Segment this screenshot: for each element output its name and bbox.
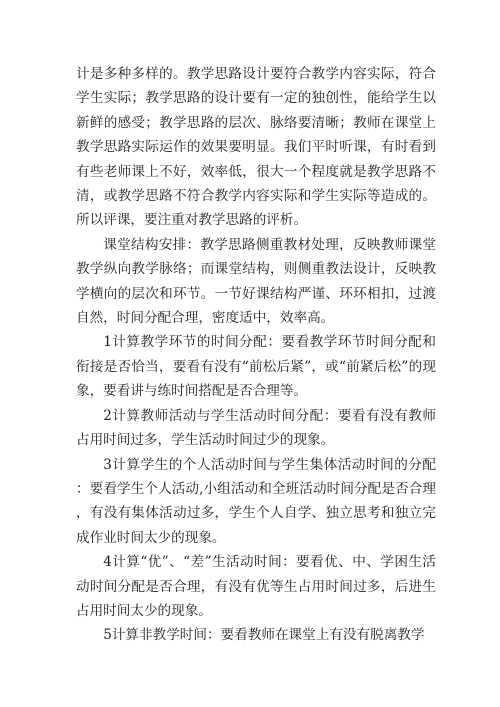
paragraph-item-2: 2计算教师活动与学生活动时间分配：要看有没有教师占用时间过多，学生活动时间过少的现象。 (76, 407, 436, 449)
paragraph-teaching-approach: 计是多种多样的。教学思路设计要符合教学内容实际，符合学生实际；教学思路的设计要有一定的独创性，能给学生以新鲜的感受；教学思路的层次、脉络要清晰；教师在课堂上教学思路实际运作的效果要明显。我们平时听课，有时看到有些老师课上不好，效率低，很大一个程度就是教学思路不清，或教学思路不符合教学内容实际和学生实际等造成的。所以评课，要注重对教学思路的评析。 (76, 66, 436, 229)
paragraph-item-3: 3计算学生的个人活动时间与学生集体活动时间的分配：要看学生个人活动,小组活动和全班活动时间分配是否合理，有没有集体活动过多，学生个人自学、独立思考和独立完成作业时间太少的现象。 (76, 456, 436, 546)
paragraph-class-structure: 课堂结构安排：教学思路侧重教材处理，反映教师课堂教学纵向教学脉络；而课堂结构，则侧重教法设计，反映教学横向的层次和环节。一节好课结构严谨、环环相扣，过渡自然，时间分配合理，密度适中，效率高。 (76, 236, 436, 327)
document-body (76, 62, 436, 648)
paragraph-item-5: 5计算非教学时间：要看教师在课堂上有没有脱离教学 (103, 627, 425, 644)
paragraph-item-4: 4计算“优”、“差”生活动时间：要看优、中、学困生活动时间分配是否合理，有没有优等生占用时间过多，后进生占用时间太少的现象。 (76, 554, 436, 619)
paragraph-item-1: 1计算教学环节的时间分配：要看教学环节时间分配和衔接是否恰当，要看有没有“前松后紧”，或“前紧后松”的现象，要看讲与练时间搭配是否合理等。 (76, 334, 436, 400)
